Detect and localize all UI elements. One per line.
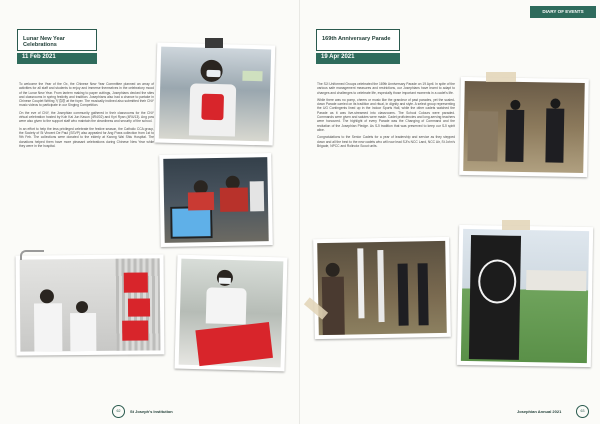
binder-clip <box>205 38 223 48</box>
anniversary-parade-title: 169th Anniversary Parade <box>316 29 400 51</box>
lunar-new-year-date: 11 Feb 2021 <box>17 53 97 64</box>
paragraph: The SJI Uniformed Groups celebrated the 169th Anniversary Parade on 19 April. In spite of the various safe management measures and restrictions, our Josephians have learnt to adapt to changes and challenges to celebrate life, especially those important moments in a cadet's life. <box>317 82 455 95</box>
diary-of-events-banner: DIARY OF EVENTS <box>530 6 596 18</box>
left-page-number: 62 <box>112 405 125 418</box>
lunar-new-year-title: Lunar New Year Celebrations <box>17 29 97 51</box>
right-footer-label: Josephian Annual 2021 <box>517 409 562 414</box>
photo-virtual-celebration <box>159 153 273 247</box>
cadet-uniform <box>398 264 409 326</box>
red-decorations-image <box>20 258 161 351</box>
virtual-celebration-image <box>163 157 268 243</box>
background-cadets <box>467 111 498 162</box>
right-page <box>300 0 600 424</box>
red-decoration <box>128 298 150 316</box>
student-head <box>40 289 54 303</box>
face-mask <box>206 70 220 77</box>
face-mask <box>219 278 231 284</box>
background-poster <box>242 71 262 82</box>
parade-colours-image <box>317 241 447 335</box>
right-page-number: 63 <box>576 405 589 418</box>
cadet-uniform <box>505 110 524 162</box>
student-shirt <box>70 313 96 351</box>
red-decoration <box>122 320 148 340</box>
cadet-head <box>550 98 560 108</box>
photo-red-decorations <box>16 254 165 355</box>
school-flag-image <box>461 229 589 363</box>
student-white-shirt <box>250 181 265 211</box>
cadet-head <box>510 100 520 110</box>
parade-hall-image <box>463 81 585 173</box>
cadet-uniform <box>418 263 429 325</box>
lunar-new-year-text <box>19 82 154 151</box>
paragraph: In an effort to help the less privileged celebrate the festive season, the Catholic CCA group, the Society of St Vincent De Paul (SSVP) also appealed for Ang Pows collection from 1st to 9th Feb. The collections were donated to the elderly at Kwong Wai Shiu Hospital. The donations helped them have more pleasant celebrations during Chinese New Year while they were in the hospital. <box>19 126 154 148</box>
tape-strip <box>502 220 530 230</box>
photo-parade-colours <box>313 237 451 339</box>
paragraph: Congratulations to the Senior Cadets for a year of leadership and service as they stepped down and all the best to the new cadets who will now lead SJI's NCC Land, NCC Air, St John's Brigade, NPCC and Rolinckx Scout units. <box>317 135 455 148</box>
student-shirt <box>34 303 62 351</box>
cadet-uniform <box>545 108 564 162</box>
lantern-making-image <box>159 47 271 142</box>
red-decoration <box>124 272 148 292</box>
anniversary-parade-date: 19 Apr 2021 <box>316 53 400 64</box>
paper-clip <box>20 250 44 260</box>
officer-uniform <box>322 277 345 335</box>
student-red-shirt <box>188 192 214 210</box>
student-shirt <box>206 287 247 324</box>
paragraph: While there was no pomp, cheers or music like the grandeur of past parades, yet the scaled-down Parade carried on its tradition and ritual, in dignity and style. A select group representing the UG Contingents lined up in the Indoor Sports Hall, while the other cadets watched the Parade as it was live-streamed into classrooms. The School Colours were paraded. Commands were given and salutes were made. Cadet proficiencies and long-serving teachers were honoured. The highlight of every Parade was the Changing of Command and the recitation of the Josephian Pledge. As SJI tradition that was preserved to keep our SJI spirit alive. <box>317 97 455 132</box>
student-head <box>76 301 88 313</box>
tape-strip <box>486 72 516 82</box>
photo-parade-hall <box>459 77 589 177</box>
photo-couplet-writing <box>175 255 288 372</box>
red-couplet-paper <box>195 322 273 366</box>
couplet-writing-image <box>179 259 284 368</box>
photo-school-flag <box>457 225 593 367</box>
red-paper-cutting <box>201 94 224 121</box>
officer-head <box>326 263 340 277</box>
school-building <box>526 270 586 291</box>
paragraph: On the eve of CNY, the Josephian community gathered in their classrooms for the CNY virtual celebration hosted by Koh Kai Jun Kasun (4R4/02) and Kyri Ryan (4R4/13). Ang pow were also given to the support staff who maintain the cleanliness and security of the school. <box>19 110 154 124</box>
flag-banner <box>357 248 364 318</box>
paragraph: To welcome the Year of the Ox, the Chinese New Year Committee planned an array of activities for all staff and students to enjoy and immerse themselves in the celebratory mood of the Lunar New Year. From lantern making to paper cuttings, Josephians decked the sites and classrooms in spring festivity and tradition. Josephians also had a chance to partake in Chinese Couplet Writing 写春联 at the foyer. The musically inclined also submitted their CNY music videos to participate in our Singing Competition. <box>19 82 154 108</box>
tv-screen <box>170 206 213 239</box>
student-red-shirt <box>220 187 248 211</box>
flag-banner <box>377 250 384 322</box>
photo-lantern-making <box>155 42 276 145</box>
left-footer-label: St Joseph's Institution <box>130 409 173 414</box>
anniversary-parade-text <box>317 82 455 151</box>
